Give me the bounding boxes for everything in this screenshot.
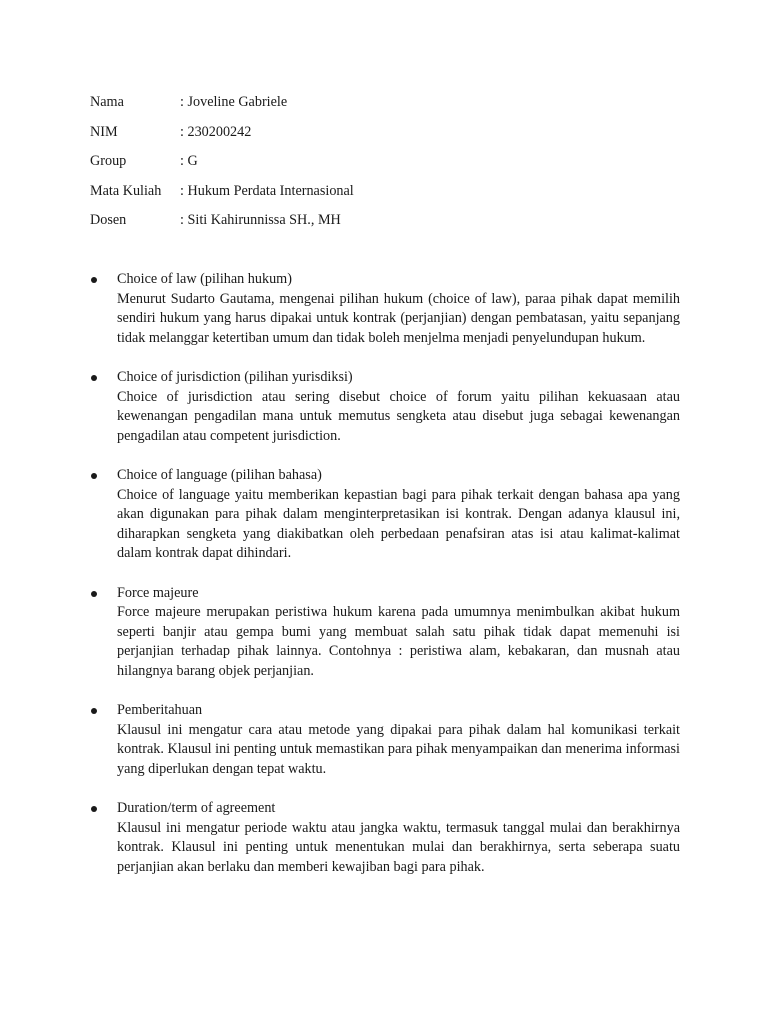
list-item-choice-of-law — [90, 270, 680, 348]
bullet-icon — [91, 806, 97, 812]
list-item-force-majeure — [90, 584, 680, 682]
item-body: Klausul ini mengatur periode waktu atau jangka waktu, termasuk tanggal mulai dan berakhirnya kontrak. Klausul ini penting untuk menentukan mulai dan berakhirnya, serta seberapa suatu perjanjian akan berlaku dan memberi kewajiban bagi para pihak. — [117, 819, 680, 875]
item-title: Force majeure — [117, 584, 199, 601]
item-title: Choice of law (pilihan hukum) — [117, 271, 292, 287]
nama-value: : Joveline Gabriele — [180, 94, 288, 110]
bullet-icon — [91, 591, 97, 597]
student-info-header — [90, 92, 680, 240]
item-body: Menurut Sudarto Gautama, mengenai pilihan hukum (choice of law), paraa pihak dapat memilih sendiri hukum yang harus dipakai untuk kontrak (perjanjian) dengan pembatasan, yaitu sepanjang tidak melanggar ketertiban umum dan tidak boleh menjelma menjadi penyelundupan hukum. — [117, 290, 680, 346]
item-title: Duration/term of agreement — [117, 800, 276, 816]
group-value: : G — [180, 153, 198, 170]
item-body: Klausul ini mengatur cara atau metode yang dipakai para pihak dalam hal komunikasi terkait kontrak. Klausul ini penting untuk memastikan para pihak menyampaikan dan menerima informasi yang diperlukan dengan tepat waktu. — [117, 721, 680, 777]
header-row-nama — [90, 92, 680, 122]
nim-value: : 230200242 — [180, 123, 252, 140]
group-label: Group — [90, 153, 127, 170]
mata-kuliah-value: : Hukum Perdata Internasional — [180, 182, 354, 199]
item-title: Pemberitahuan — [117, 702, 203, 718]
bullet-icon — [91, 708, 97, 714]
dosen-value: : Siti Kahirunnissa SH., MH — [180, 212, 341, 229]
bullet-icon — [91, 473, 97, 479]
dosen-label: Dosen — [90, 212, 127, 229]
mata-kuliah-label: Mata Kuliah — [90, 182, 162, 199]
header-row-dosen — [90, 210, 680, 240]
clause-list — [90, 270, 680, 897]
header-row-group — [90, 151, 680, 181]
item-title: Choice of jurisdiction (pilihan yurisdiksi) — [117, 369, 353, 385]
list-item-duration — [90, 799, 680, 877]
bullet-icon — [91, 375, 97, 381]
list-item-pemberitahuan — [90, 701, 680, 779]
header-row-nim — [90, 122, 680, 152]
item-title: Choice of language (pilihan bahasa) — [117, 467, 322, 483]
item-body: Choice of language yaitu memberikan kepastian bagi para pihak terkait dengan bahasa apa yang akan digunakan para pihak dalam menginterpretasikan isi kontrak. Dengan adanya klausul ini, diharapkan sengketa yang diakibatkan oleh perbedaan penafsiran atas isi atau kalimat-kalimat dalam kontrak dapat dihindari. — [117, 486, 680, 561]
nama-label: Nama — [90, 94, 124, 110]
list-item-choice-of-language — [90, 466, 680, 564]
header-row-mata-kuliah — [90, 181, 680, 211]
bullet-icon — [91, 277, 97, 283]
item-body: Choice of jurisdiction atau sering disebut choice of forum yaitu pilihan kekuasaan atau kewenangan pengadilan mana untuk memutus sengketa atau disebut juga sebagai kewenangan pengadilan atau competent jurisdiction. — [117, 388, 680, 444]
nim-label: NIM — [90, 123, 118, 140]
list-item-choice-of-jurisdiction — [90, 368, 680, 446]
item-body: Force majeure merupakan peristiwa hukum karena pada umumnya menimbulkan akibat hukum seperti banjir atau gempa bumi yang membuat salah satu pihak tidak dapat memenuhi isi perjanjian terhadap pihak lainnya. Contohnya : peristiwa alam, kebakaran, dan musnah atau hilangnya barang objek perjanjian. — [117, 604, 680, 679]
